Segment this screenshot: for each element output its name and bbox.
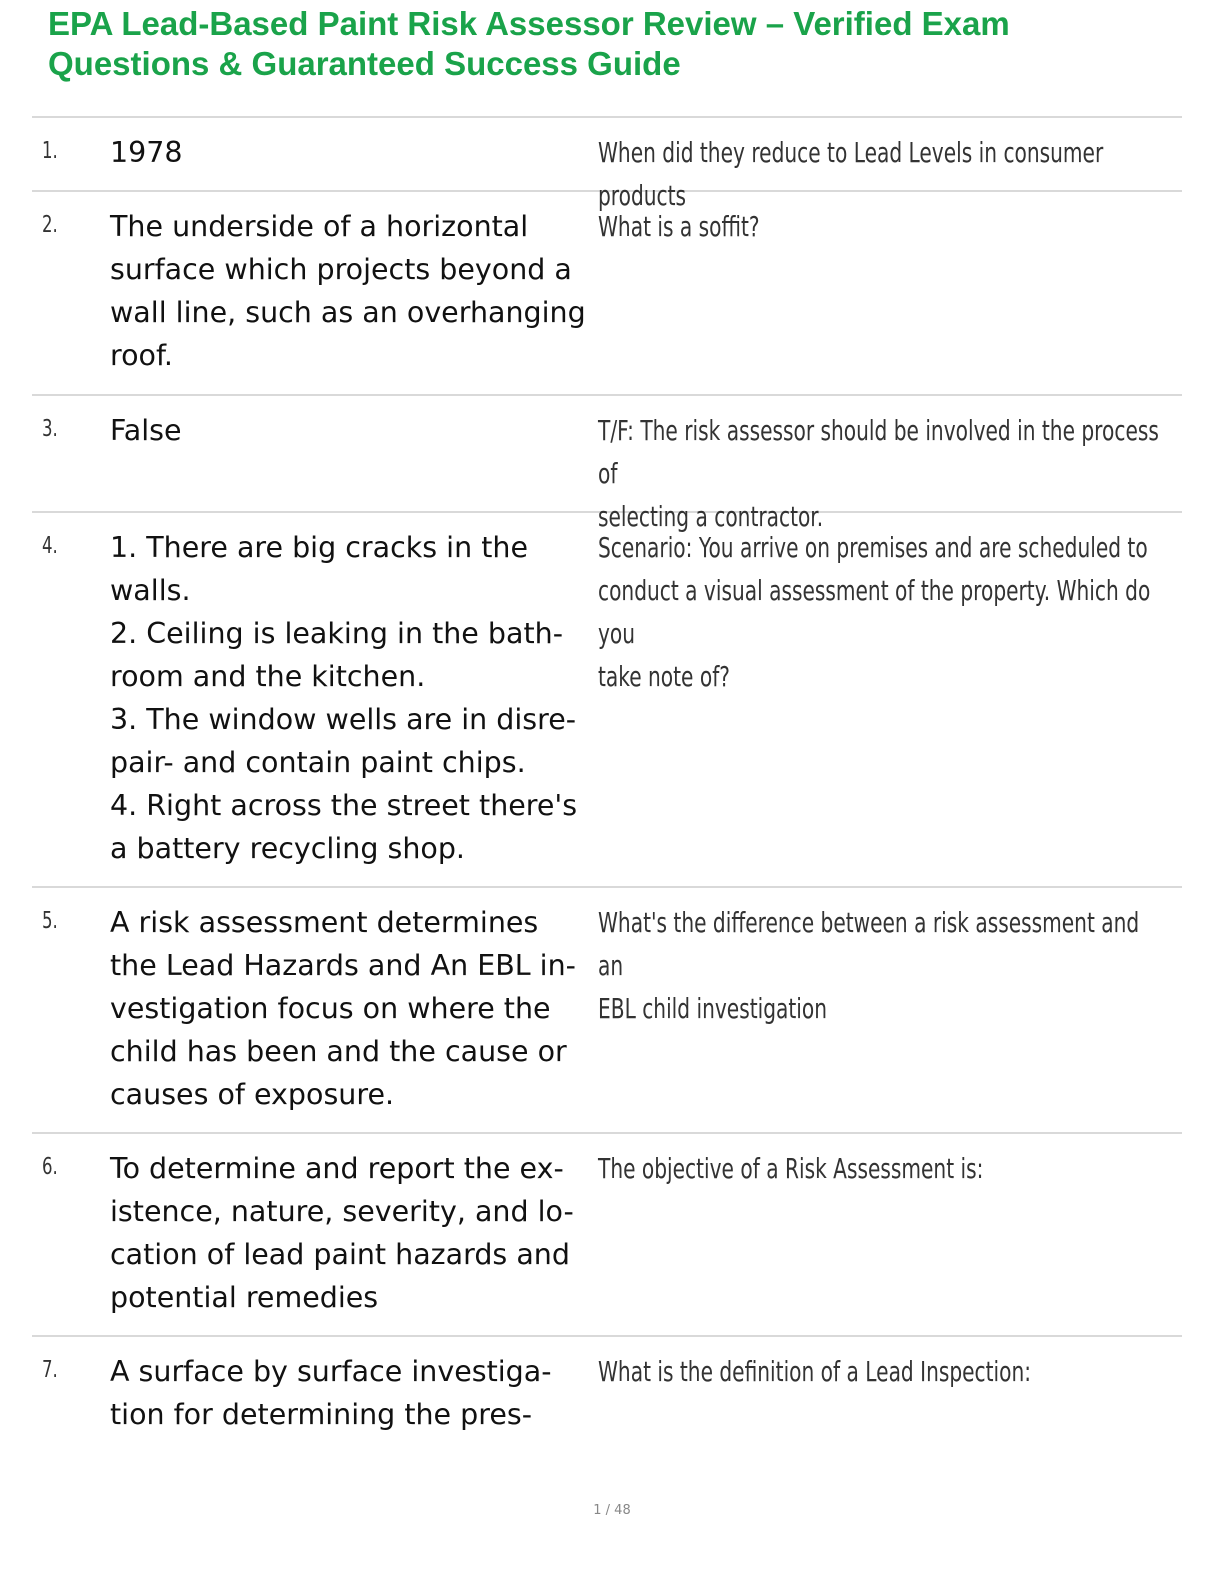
question-cell: What's the difference between a risk assessment and an EBL child investigation [598, 906, 1140, 1025]
row-number: 6. [42, 1154, 58, 1180]
answer-cell: 1978 [110, 136, 183, 169]
table-row [32, 192, 1182, 396]
qa-table [32, 116, 1182, 1447]
row-number: 2. [42, 212, 58, 238]
table-row [32, 1134, 1182, 1337]
row-number: 3. [42, 416, 58, 442]
answer-cell: To determine and report the ex- istence, nature, severity, and lo- cation of lead paint hazards and potential remedies [110, 1152, 574, 1314]
row-number: 5. [42, 908, 58, 934]
row-number: 1. [42, 138, 58, 164]
answer-cell: False [110, 414, 182, 447]
table-row [32, 1337, 1182, 1447]
answer-cell: 1. There are big cracks in the walls. 2. Ceiling is leaking in the bath- room and the kitchen. 3. The window wells are in disre- pair- and contain paint chips. 4. Right across the street there's a battery recycling shop. [110, 531, 578, 865]
page-indicator: 1 / 48 [593, 1503, 631, 1518]
question-cell: What is a soffit? [598, 210, 760, 243]
table-row [32, 888, 1182, 1134]
answer-cell: A surface by surface investiga- tion for determining the pres- [110, 1355, 552, 1431]
question-cell: T/F: The risk assessor should be involved in the process of selecting a contractor. [598, 414, 1159, 533]
document-title: EPA Lead-Based Paint Risk Assessor Review – Verified Exam Questions & Guaranteed Success Guide [48, 5, 1010, 82]
question-cell: The objective of a Risk Assessment is: [598, 1152, 984, 1185]
table-row [32, 396, 1182, 533]
question-cell: What is the definition of a Lead Inspection: [598, 1355, 1032, 1388]
question-cell: Scenario: You arrive on premises and are scheduled to conduct a visual assessment of the property. Which do you take note of? [598, 531, 1151, 693]
row-number: 4. [42, 533, 58, 559]
answer-cell: The underside of a horizontal surface which projects beyond a wall line, such as an overhanging roof. [110, 210, 586, 372]
answer-cell: A risk assessment determines the Lead Hazards and An EBL in- vestigation focus on where the child has been and the cause or causes of exposure. [110, 906, 576, 1111]
question-cell: When did they reduce to Lead Levels in consumer products [598, 136, 1104, 212]
table-row [32, 513, 1182, 888]
row-number: 7. [42, 1357, 58, 1383]
table-row [32, 118, 1182, 212]
